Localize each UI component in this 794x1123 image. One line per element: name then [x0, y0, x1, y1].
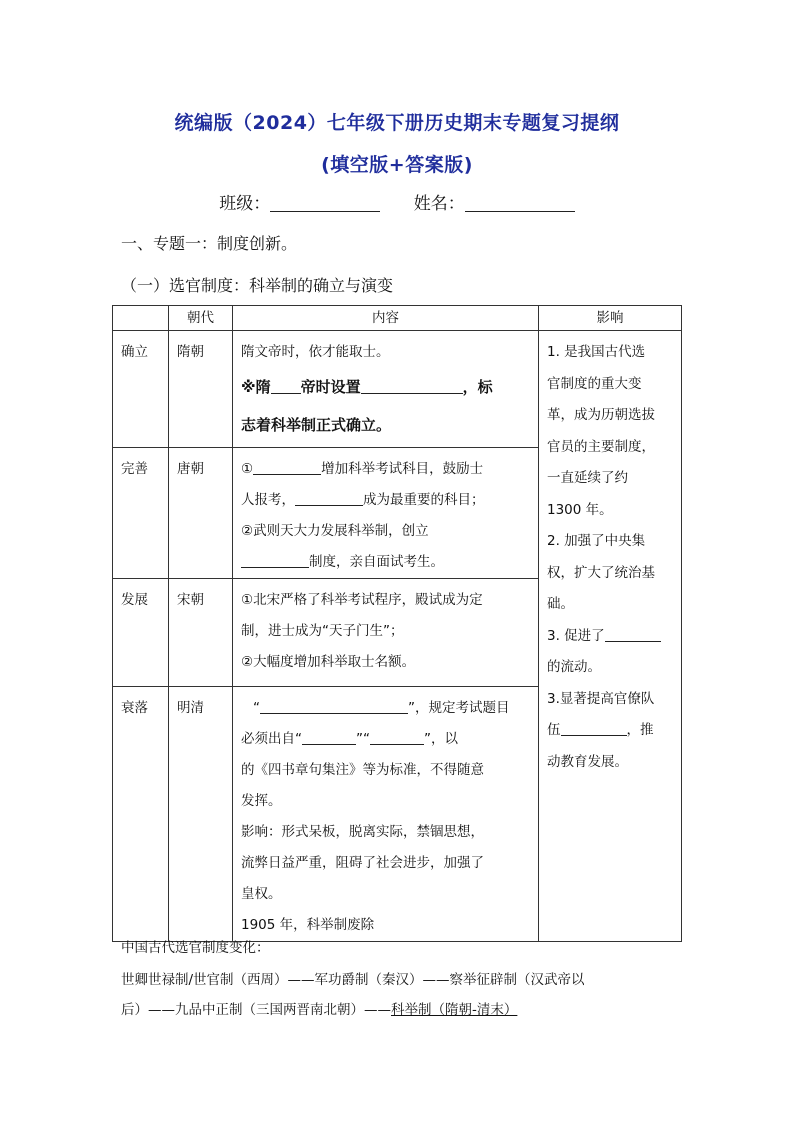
- impact-cell: [539, 331, 682, 942]
- class-label: 班级：: [219, 194, 271, 214]
- impact-line: 官员的主要制度，: [547, 438, 655, 455]
- text: ”“: [356, 731, 370, 747]
- text: ”，规定考试题目: [408, 700, 510, 716]
- content-cell: [233, 331, 539, 448]
- table-row: [113, 331, 682, 448]
- table-header-row: [113, 306, 682, 331]
- text: 帝时设置: [300, 378, 361, 396]
- name-blank[interactable]: [465, 195, 575, 212]
- content-line: 流弊日益严重，阻碍了社会进步，加强了: [241, 855, 484, 871]
- header-dynasty: 朝代: [169, 306, 233, 331]
- text: ，标: [462, 378, 493, 396]
- keju-table: [112, 305, 682, 942]
- content-line: 发挥。: [241, 793, 282, 809]
- impact-line: 官制度的重大变: [547, 375, 642, 392]
- content-line: 制，进士成为“天子门生”；: [241, 623, 404, 639]
- text: ”，以: [424, 731, 458, 747]
- content-line: 影响：形式呆板，脱离实际，禁锢思想，: [241, 824, 484, 840]
- text: 制度，亲自面试考生。: [309, 554, 444, 570]
- fill-blank[interactable]: [260, 698, 408, 714]
- text: ，推: [626, 722, 654, 738]
- dynasty-cell: 宋朝: [169, 579, 233, 687]
- content-line: 皇权。: [241, 886, 282, 902]
- subsection-heading: （一）选官制度：科举制的确立与演变: [121, 276, 394, 295]
- content-line: ②武则天大力发展科举制，创立: [241, 523, 429, 539]
- stage-cell: 衰落: [113, 687, 169, 942]
- content-cell: [233, 687, 539, 942]
- impact-line: 一直延续了约: [547, 470, 628, 486]
- content-line: 1905 年，科举制废除: [241, 917, 375, 933]
- section-heading: 一、专题一：制度创新。: [121, 234, 298, 253]
- summary-line: 世卿世禄制/世官制（西周）——军功爵制（秦汉）——察举征辟制（汉武帝以: [121, 972, 585, 988]
- content-line: [241, 693, 531, 724]
- content-cell: [233, 448, 539, 579]
- impact-line: 动教育发展。: [547, 753, 628, 770]
- impact-line: 权，扩大了统治基: [547, 564, 655, 581]
- class-blank[interactable]: [270, 195, 380, 212]
- content-line: ①北宋严格了科举考试程序，殿试成为定: [241, 592, 483, 608]
- stage-cell: 完善: [113, 448, 169, 579]
- fill-blank[interactable]: [253, 459, 321, 475]
- impact-line: 2. 加强了中央集: [547, 533, 646, 549]
- fill-blank[interactable]: [361, 378, 463, 394]
- text: 3. 促进了: [547, 627, 605, 644]
- impact-line: 革，成为历朝选拔: [547, 407, 655, 423]
- content-line: 志着科举制正式确立。: [241, 416, 392, 434]
- impact-line: 1300 年。: [547, 501, 613, 518]
- dynasty-cell: 隋朝: [169, 331, 233, 448]
- content-line: 隋文帝时，依才能取士。: [241, 344, 390, 360]
- fill-blank[interactable]: [271, 378, 301, 394]
- fill-blank[interactable]: [241, 552, 309, 568]
- content-line: [241, 368, 531, 406]
- content-line: ②大幅度增加科举取士名额。: [241, 654, 416, 670]
- name-label: 姓名：: [413, 194, 465, 214]
- text: ※隋: [241, 378, 271, 396]
- text: 后）——九品中正制（三国两晋南北朝）——: [121, 1002, 391, 1018]
- text: 增加科举考试科目，鼓励士: [321, 461, 484, 477]
- header-stage: [113, 306, 169, 331]
- underlined-text: 科举制（隋朝-清末）: [391, 1002, 518, 1018]
- stage-cell: 发展: [113, 579, 169, 687]
- impact-line: 1. 是我国古代选: [547, 344, 646, 360]
- text: 必须出自“: [241, 731, 302, 747]
- dynasty-cell: 明清: [169, 687, 233, 942]
- stage-cell: 确立: [113, 331, 169, 448]
- content-line: [241, 547, 531, 578]
- fill-blank[interactable]: [605, 626, 661, 642]
- fill-blank[interactable]: [295, 490, 363, 506]
- content-line: [241, 485, 531, 516]
- summary-heading: 中国古代选官制度变化：: [121, 940, 270, 956]
- content-line: [241, 724, 531, 755]
- document-subtitle: (填空版+答案版): [321, 154, 473, 176]
- fill-blank[interactable]: [302, 729, 356, 745]
- text: 伍: [547, 722, 561, 738]
- dynasty-cell: 唐朝: [169, 448, 233, 579]
- impact-line: 础。: [547, 596, 574, 612]
- summary-line: [121, 996, 681, 1025]
- content-line: 的《四书章句集注》等为标准，不得随意: [241, 762, 484, 778]
- fill-blank[interactable]: [561, 720, 627, 736]
- header-content: 内容: [233, 306, 539, 331]
- impact-line: [547, 621, 674, 653]
- class-name-line: [0, 189, 794, 214]
- text: ①: [241, 461, 254, 477]
- text: 人报考，: [241, 492, 295, 508]
- impact-line: 3.显著提高官僚队: [547, 690, 655, 707]
- content-line: [241, 454, 531, 485]
- text: 成为最重要的科目；: [363, 492, 485, 508]
- impact-line: 的流动。: [547, 659, 601, 675]
- fill-blank[interactable]: [370, 729, 424, 745]
- document-title: 统编版（2024）七年级下册历史期末专题复习提纲: [174, 112, 620, 134]
- content-cell: [233, 579, 539, 687]
- text: “: [253, 700, 260, 716]
- header-impact: 影响: [539, 306, 682, 331]
- impact-line: [547, 715, 674, 747]
